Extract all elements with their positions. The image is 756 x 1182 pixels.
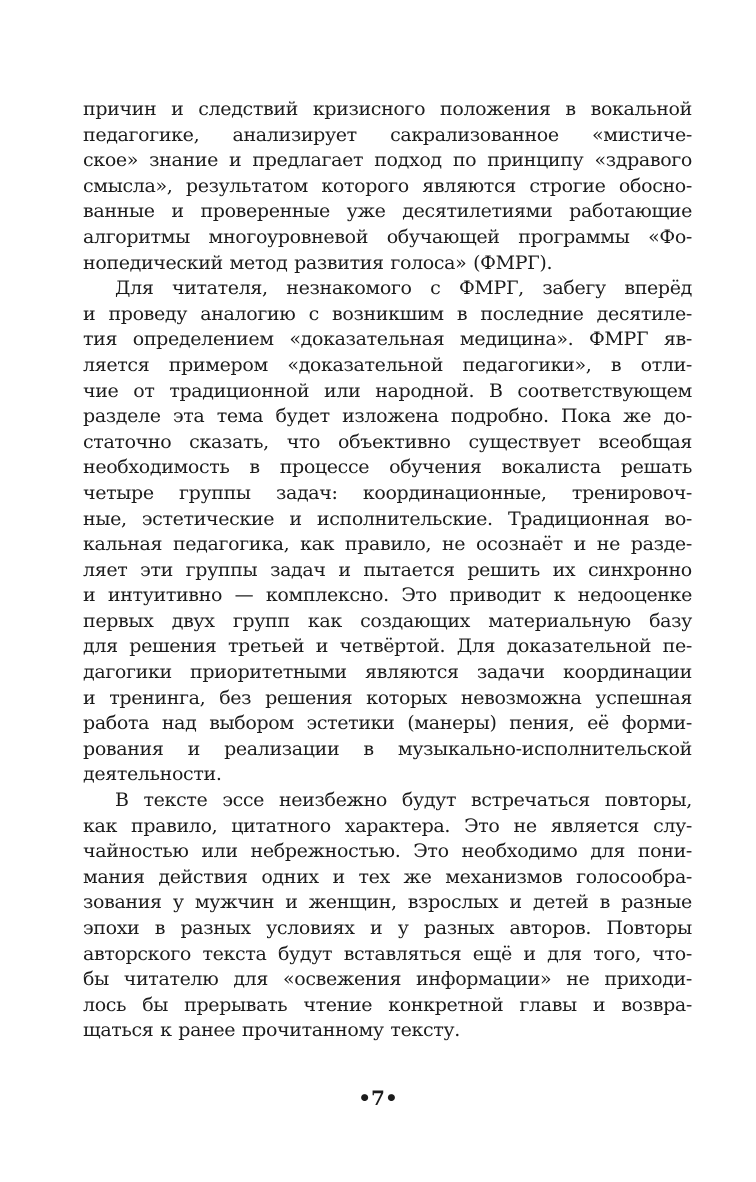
text-line: чайностью или небрежностью. Это необходимо для пони-	[83, 840, 692, 863]
text-line: ляется примером «доказательной педагогики», в отли-	[83, 353, 692, 376]
text-line: авторского текста будут вставляться ещё и для того, что-	[83, 942, 692, 965]
text-line: Для читателя, незнакомого с ФМРГ, забегу вперёд	[115, 277, 692, 300]
text-line: и проведу аналогию с возникшим в последние десятиле-	[83, 302, 692, 325]
text-line: педагогике, анализирует сакрализованное «мистиче-	[83, 123, 692, 146]
body-text	[83, 97, 692, 1044]
text-line: ванные и проверенные уже десятилетиями работающие	[83, 200, 692, 223]
text-line: работа над выбором эстетики (манеры) пения, её форми-	[83, 712, 692, 735]
page-number: •7•	[358, 1086, 398, 1110]
text-line: ляет эти группы задач и пытается решить их синхронно	[83, 558, 692, 581]
text-line: чие от традиционной или народной. В соответствующем	[83, 379, 692, 402]
text-line: первых двух групп как создающих материальную базу	[83, 609, 692, 632]
text-line: бы читателю для «освежения информации» не приходи-	[83, 968, 692, 991]
paragraph	[83, 276, 692, 788]
text-line: щаться к ранее прочитанному тексту.	[83, 1019, 460, 1042]
text-line: В тексте эссе неизбежно будут встречаться повторы,	[115, 789, 692, 812]
text-line: эпохи в разных условиях и у разных авторов. Повторы	[83, 917, 692, 939]
paragraph	[83, 97, 692, 276]
text-line: причин и следствий кризисного положения в вокальной	[83, 98, 692, 120]
text-line: мания действия одних и тех же механизмов голосообра-	[83, 865, 692, 888]
text-line: необходимость в процессе обучения вокалиста решать	[83, 456, 692, 479]
paragraph	[83, 788, 692, 1044]
text-line: и интуитивно — комплексно. Это приводит к недооценке	[83, 584, 692, 607]
text-line: алгоритмы многоуровневой обучающей программы «Фо-	[83, 225, 692, 248]
text-line: разделе эта тема будет изложена подробно. Пока же до-	[83, 405, 692, 428]
text-line: кальная педагогика, как правило, не осознаёт и не разде-	[83, 533, 692, 556]
text-line: рования и реализации в музыкально-исполнительской	[83, 737, 692, 760]
text-line: статочно сказать, что объективно существует всеобщая	[83, 430, 692, 453]
text-line: смысла», результатом которого являются строгие обосно-	[83, 174, 692, 197]
text-line: дагогики приоритетными являются задачи координации	[83, 661, 692, 684]
text-line: лось бы прерывать чтение конкретной главы и возвра-	[83, 993, 692, 1016]
text-line: четыре группы задач: координационные, тренировоч-	[83, 481, 692, 504]
text-line: зования у мужчин и женщин, взрослых и детей в разные	[83, 891, 692, 914]
text-line: тия определением «доказательная медицина». ФМРГ яв-	[83, 328, 692, 351]
text-line: ское» знание и предлагает подход по принципу «здравого	[83, 149, 692, 172]
text-line: для решения третьей и четвёртой. Для доказательной пе-	[83, 635, 692, 658]
text-line: ные, эстетические и исполнительские. Традиционная во-	[83, 507, 692, 530]
text-line: и тренинга, без решения которых невозможна успешная	[83, 686, 692, 709]
text-line: нопедический метод развития голоса» (ФМРГ).	[83, 251, 553, 274]
text-line: деятельности.	[83, 763, 222, 786]
text-line: как правило, цитатного характера. Это не является слу-	[83, 814, 692, 837]
